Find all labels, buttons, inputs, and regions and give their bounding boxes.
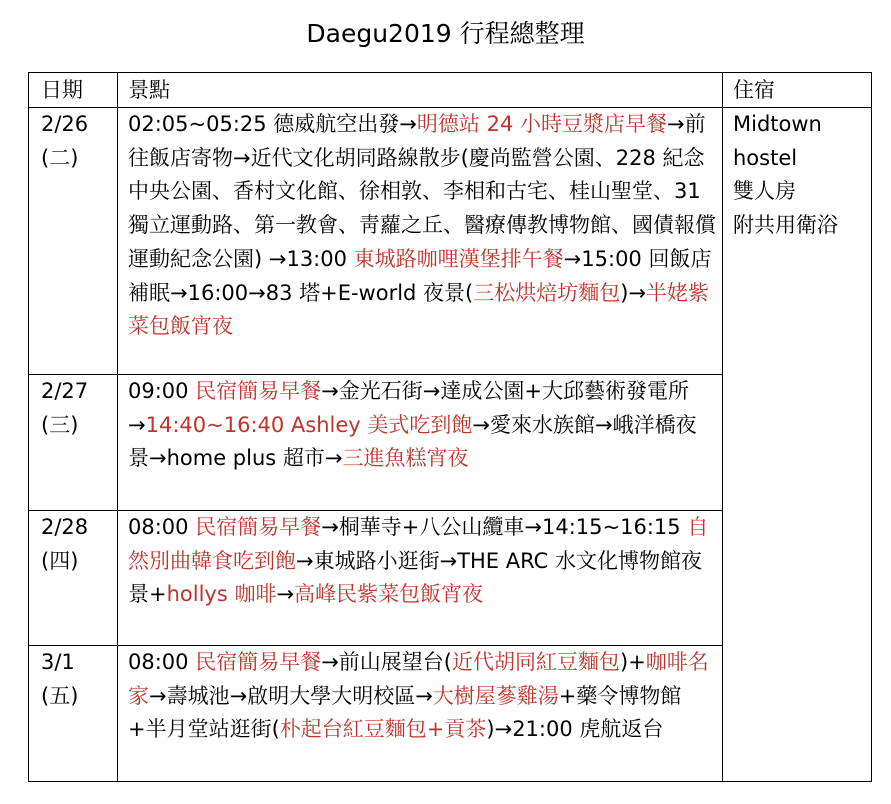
schedule-highlight: 東城路咖哩漢堡排午餐 [353, 246, 564, 271]
schedule-highlight: 三松烘焙坊麵包 [473, 280, 621, 305]
stay-cell [723, 108, 872, 782]
day-schedule [118, 108, 723, 375]
day-date: 3/1 [41, 650, 75, 674]
schedule-text: →桐華寺+八公山纜車→14:15~16:15 [321, 515, 688, 539]
schedule-highlight: 民宿簡易早餐 [195, 379, 322, 403]
day-schedule [118, 375, 723, 511]
day-schedule [118, 646, 723, 782]
schedule-text: 09:00 [128, 379, 196, 403]
header-stay: 住宿 [723, 73, 872, 108]
schedule-highlight: 三進魚糕宵夜 [342, 446, 469, 471]
schedule-text: 08:00 [128, 650, 196, 674]
stay-bath: 附共用衛浴 [733, 213, 838, 238]
schedule-highlight: 近代胡同紅豆麵包 [452, 650, 620, 674]
schedule-highlight: 明德站 24 小時豆漿店早餐 [416, 112, 667, 136]
schedule-highlight: 大樹屋蔘雞湯 [432, 683, 559, 708]
schedule-text: )+ [620, 650, 646, 674]
table-header-row [29, 73, 872, 108]
schedule-text: →東城路小逛街→THE ARC 水文化博物館夜景+ [128, 548, 703, 607]
stay-room: 雙人房 [733, 179, 796, 204]
schedule-text: →愛來水族館→峨洋橋夜景→home plus 超市→ [128, 412, 697, 471]
schedule-highlight: 自然別曲韓食吃到飽 [128, 515, 709, 573]
day-schedule [118, 511, 723, 646]
schedule-text: → [276, 582, 295, 607]
schedule-text: 08:00 [128, 515, 196, 539]
schedule-highlight: 14:40~16:40 Ashley 美式吃到飽 [145, 412, 473, 437]
day-date-cell [29, 511, 118, 646]
day-date: 2/26 [41, 112, 89, 136]
header-date: 日期 [29, 73, 118, 108]
schedule-text: →壽城池→啟明大學大明校區→ [149, 683, 433, 708]
schedule-text: →金光石街→達成公園+大邱藝術發電所→ [128, 379, 689, 437]
schedule-text: )→ [620, 280, 647, 305]
day-date: 2/28 [41, 515, 89, 539]
schedule-highlight: 民宿簡易早餐 [195, 515, 322, 539]
day-date-cell [29, 108, 118, 375]
schedule-highlight: 朴起台紅豆麵包+貢茶 [279, 717, 487, 742]
schedule-highlight: 半姥紫菜包飯宵夜 [128, 280, 710, 339]
day-date-cell [29, 375, 118, 511]
table-row [29, 108, 872, 375]
day-weekday: (五) [41, 683, 79, 708]
stay-name: Midtown hostel [733, 112, 822, 170]
itinerary-table [28, 72, 872, 782]
schedule-highlight: 咖啡名家 [128, 650, 709, 708]
schedule-highlight: 民宿簡易早餐 [195, 650, 322, 674]
page-title: Daegu2019 行程總整理 [306, 19, 585, 48]
day-weekday: (三) [41, 412, 79, 437]
schedule-text: )→21:00 虎航返台 [486, 717, 664, 742]
schedule-highlight: 高峰民紫菜包飯宵夜 [294, 582, 484, 607]
schedule-text: 02:05~05:25 德威航空出發→ [128, 112, 417, 136]
day-date-cell [29, 646, 118, 782]
schedule-text: →前山展望台( [321, 650, 452, 674]
day-date: 2/27 [41, 379, 89, 403]
schedule-text: +藥令博物館+半月堂站逛街( [128, 683, 682, 742]
day-weekday: (二) [41, 145, 79, 170]
header-schedule: 景點 [118, 73, 723, 108]
day-weekday: (四) [41, 548, 79, 573]
schedule-text: →前往飯店寄物→近代文化胡同路線散步(慶尚監營公園、228 紀念中央公園、香村文化館、徐相敦、李相和古宅、桂山聖堂、31 獨立運動路、第一教會、靑蘿之丘、醫療傳教博物館、國債報償運動紀念公園) →13:00 [128, 112, 716, 271]
schedule-highlight: hollys 咖啡 [166, 582, 277, 607]
schedule-text: →15:00 回飯店補眠→16:00→83 塔+E-world 夜景( [128, 246, 712, 305]
